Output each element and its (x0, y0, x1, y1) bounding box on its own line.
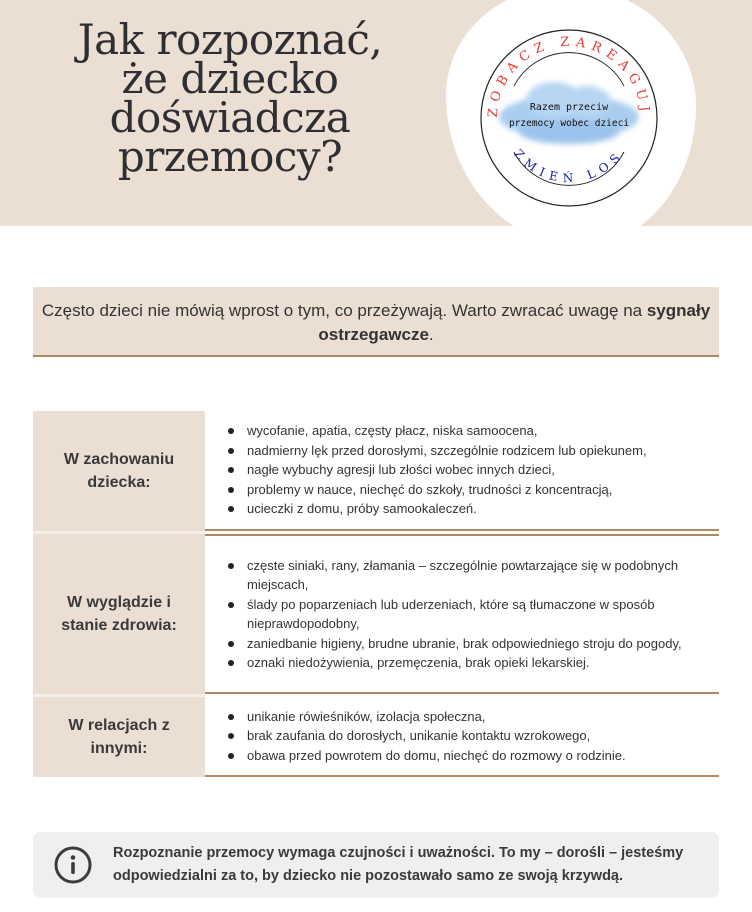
intro-callout (33, 287, 719, 357)
row-label: W relacjach z innymi: (33, 697, 205, 777)
row-label: W zachowaniu dziecka: (33, 411, 205, 531)
title-line: przemocy? (117, 132, 343, 181)
list-item: zaniedbanie higieny, brudne ubranie, brak odpowiedniego stroju do pogody, (225, 634, 709, 654)
title-line: że dziecko (121, 54, 339, 103)
intro-text: Często dzieci nie mówią wprost o tym, co przeżywają. Warto zwracać uwagę na (41, 301, 647, 320)
badge-bottom-text: ZMIEŃ LOS (511, 146, 627, 186)
signs-row-behavior (33, 411, 719, 531)
list-item: ucieczki z domu, próby samookaleczeń. (225, 499, 647, 519)
intro-emphasis: sygnały ostrzegawcze (318, 301, 711, 344)
list-item: brak zaufania do dorosłych, unikanie kontaktu wzrokowego, (225, 726, 626, 746)
badge-center-line1: Razem przeciw (529, 102, 609, 113)
list-item: nagłe wybuchy agresji lub złości wobec innych dzieci, (225, 460, 647, 480)
signs-row-appearance (33, 534, 719, 694)
signs-list (225, 556, 709, 673)
title-line: Jak rozpoznać, (77, 15, 383, 64)
row-label: W wyglądzie i stanie zdrowia: (33, 534, 205, 694)
row-items (205, 534, 719, 694)
header-banner (0, 0, 752, 226)
info-icon (33, 845, 113, 885)
signs-row-relations (33, 697, 719, 777)
info-note (33, 832, 719, 898)
signs-list (225, 707, 626, 766)
list-item: wycofanie, apatia, częsty płacz, niska samoocena, (225, 421, 647, 441)
row-items (205, 411, 719, 531)
list-item: obawa przed powrotem do domu, niechęć do rozmowy o rodzinie. (225, 746, 626, 766)
list-item: nadmierny lęk przed dorosłymi, szczególnie rodzicem lub opiekunem, (225, 441, 647, 461)
note-text: Rozpoznanie przemocy wymaga czujności i uważności. To my – dorośli – jesteśmy odpowiedzialni za to, by dziecko nie pozostawało samo ze swoją krzywdą. (113, 845, 684, 884)
cloud-icon (499, 82, 639, 144)
title-line: doświadcza (109, 93, 351, 142)
page-title (60, 15, 400, 181)
list-item: ślady po poparzeniach lub uderzeniach, które są tłumaczone w sposób nieprawdopodobny, (225, 595, 709, 634)
signs-list (225, 421, 647, 519)
badge-top-text: ZOBACZ ZAREAGUJ (485, 34, 653, 119)
row-items (205, 697, 719, 777)
badge-center-line2: przemocy wobec dzieci (508, 118, 630, 129)
list-item: częste siniaki, rany, złamania – szczególnie powtarzające się w podobnych miejscach, (225, 556, 709, 595)
list-item: oznaki niedożywienia, przemęczenia, brak opieki lekarskiej. (225, 653, 709, 673)
intro-text-end: . (428, 325, 434, 344)
list-item: unikanie rówieśników, izolacja społeczna, (225, 707, 626, 727)
warning-signs-table (33, 411, 719, 777)
list-item: problemy w nauce, niechęć do szkoły, trudności z koncentracją, (225, 480, 647, 500)
campaign-badge-logo (469, 14, 669, 214)
